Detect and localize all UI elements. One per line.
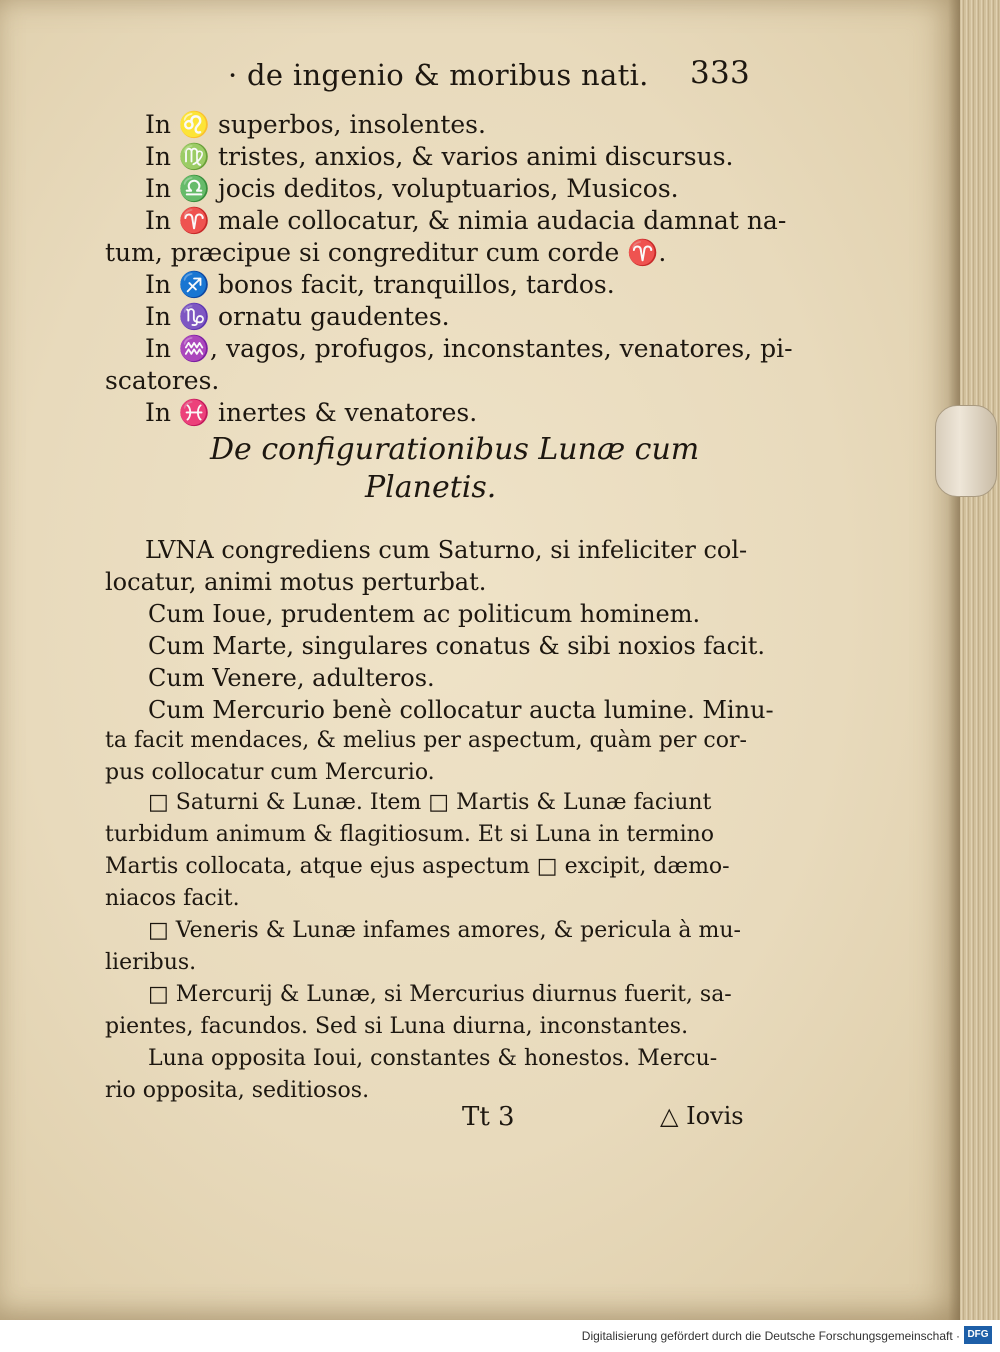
page-gutter-shadow bbox=[948, 0, 960, 1320]
text-line: ta facit mendaces, & melius per aspectum, quàm per cor- bbox=[105, 728, 747, 753]
text-line: In ♈ male collocatur, & nimia audacia damnat na- bbox=[145, 206, 787, 235]
footer-credit: Digitalisierung gefördert durch die Deutsche Forschungsgemeinschaft · bbox=[581, 1329, 960, 1343]
text-line: scatores. bbox=[105, 366, 220, 395]
text-line: pus collocatur cum Mercurio. bbox=[105, 760, 435, 785]
text-line: In ♐ bonos facit, tranquillos, tardos. bbox=[145, 270, 615, 299]
footer-bar bbox=[0, 1320, 1000, 1352]
text-line: Cum Mercurio benè collocatur aucta lumine. Minu- bbox=[148, 696, 774, 724]
text-line: □ Veneris & Lunæ infames amores, & pericula à mu- bbox=[148, 918, 741, 943]
signature-mark: Tt 3 bbox=[462, 1102, 515, 1132]
text-line: In ♌ superbos, insolentes. bbox=[145, 110, 486, 139]
text-line: In ♑ ornatu gaudentes. bbox=[145, 302, 450, 331]
text-line: Luna opposita Ioui, constantes & honestos. Mercu- bbox=[148, 1046, 718, 1071]
text-line: Cum Ioue, prudentem ac politicum hominem. bbox=[148, 600, 701, 628]
text-line: Cum Marte, singulares conatus & sibi noxios facit. bbox=[148, 632, 765, 660]
page-clip bbox=[935, 405, 997, 497]
text-line: LVNA congrediens cum Saturno, si infeliciter col- bbox=[145, 536, 748, 564]
text-line: □ Saturni & Lunæ. Item □ Martis & Lunæ faciunt bbox=[148, 790, 712, 815]
running-title: · de ingenio & moribus nati. bbox=[228, 58, 649, 92]
page-edges bbox=[960, 0, 1000, 1320]
text-line: In ♎ jocis deditos, voluptuarios, Musicos. bbox=[145, 174, 679, 203]
catchword: △ Iovis bbox=[660, 1102, 744, 1130]
text-line: tum, præcipue si congreditur cum corde ♈. bbox=[105, 238, 667, 267]
text-line: lieribus. bbox=[105, 950, 197, 975]
section-heading-line1: De configurationibus Lunæ cum bbox=[210, 432, 700, 467]
text-line: In ♒, vagos, profugos, inconstantes, venatores, pi- bbox=[145, 334, 793, 363]
text-line: rio opposita, seditiosos. bbox=[105, 1078, 370, 1103]
text-line: locatur, animi motus perturbat. bbox=[105, 568, 487, 596]
text-line: In ♓ inertes & venatores. bbox=[145, 398, 478, 427]
section-heading-line2: Planetis. bbox=[365, 470, 497, 505]
text-line: Cum Venere, adulteros. bbox=[148, 664, 435, 692]
text-line: pientes, facundos. Sed si Luna diurna, inconstantes. bbox=[105, 1014, 689, 1039]
text-line: turbidum animum & flagitiosum. Et si Luna in termino bbox=[105, 822, 715, 847]
dfg-logo: DFG bbox=[964, 1326, 992, 1344]
text-line: □ Mercurij & Lunæ, si Mercurius diurnus fuerit, sa- bbox=[148, 982, 732, 1007]
page-number: 333 bbox=[690, 55, 751, 91]
text-line: Martis collocata, atque ejus aspectum □ excipit, dæmo- bbox=[105, 854, 730, 879]
text-line: In ♍ tristes, anxios, & varios animi discursus. bbox=[145, 142, 734, 171]
text-line: niacos facit. bbox=[105, 886, 240, 911]
